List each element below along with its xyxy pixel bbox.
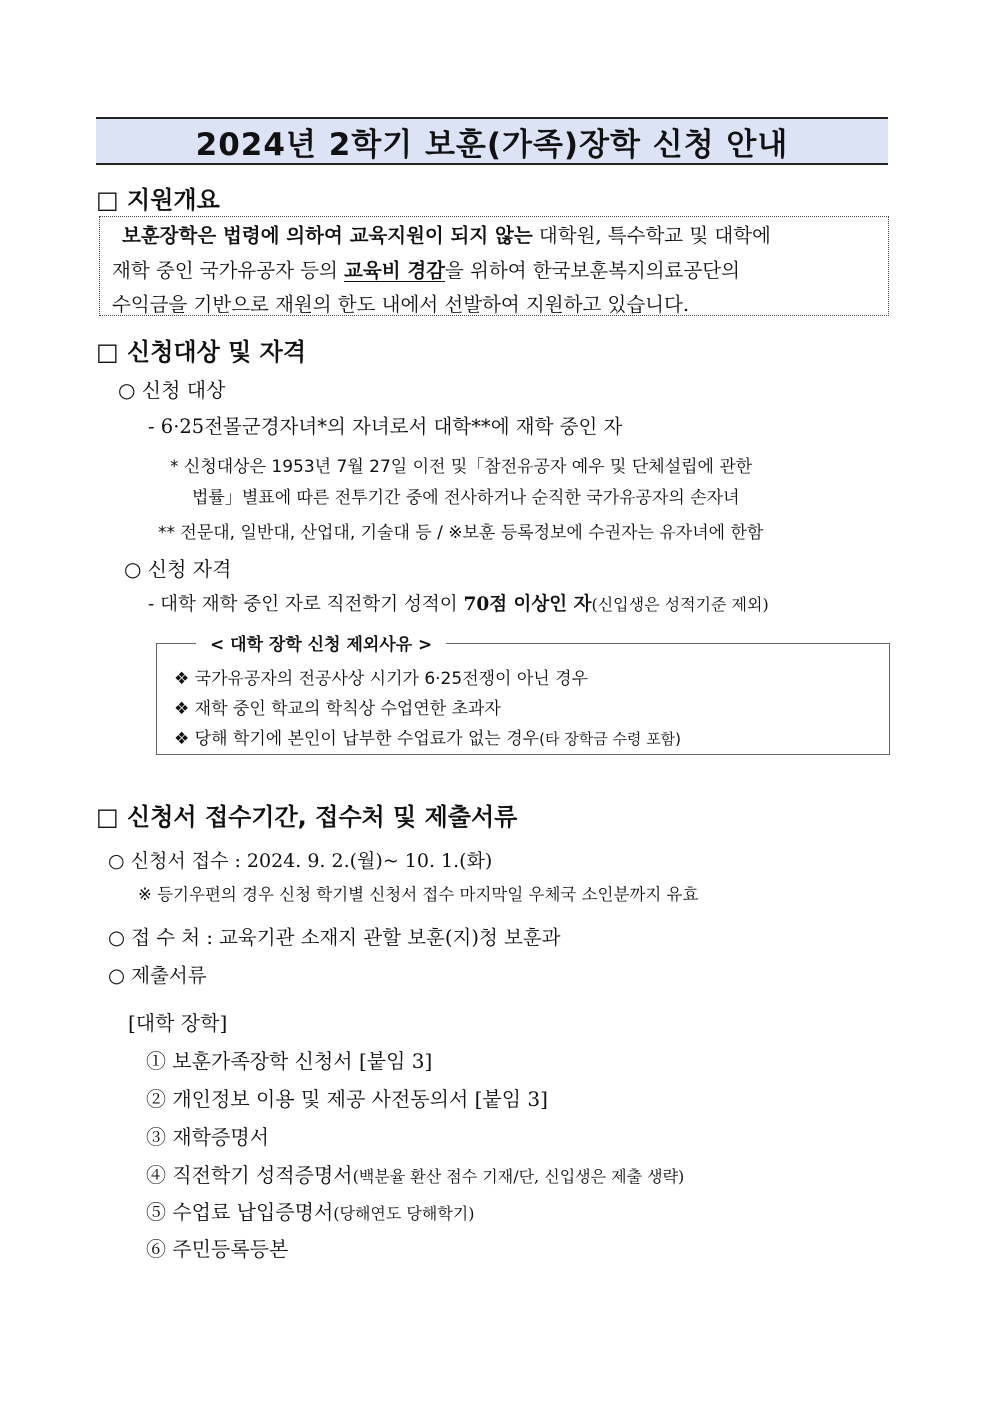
page-title-banner [96, 117, 888, 165]
section-heading-eligibility: □ 신청대상 및 자격 [96, 338, 307, 366]
document-item-4-note: (백분율 환산 점수 기재/단, 신입생은 제출 생략) [352, 1167, 685, 1186]
exclusion-item-3-text: ❖ 당해 학기에 본인이 납부한 수업료가 없는 경우 [174, 729, 540, 749]
section-heading-application: □ 신청서 접수기간, 접수처 및 제출서류 [96, 803, 518, 831]
overview-line-2-pre: 재학 중인 국가유공자 등의 [112, 259, 345, 282]
document-item-5-main: ⑤ 수업료 납입증명서 [146, 1200, 334, 1224]
documents-label: ○ 제출서류 [108, 964, 207, 987]
exclusion-title: < 대학 장학 신청 제외사유 > [196, 630, 446, 655]
qualification-note: (신입생은 성적기준 제외) [591, 595, 769, 614]
overview-bold: 보훈장학은 법령에 의하여 교육지원이 되지 않는 [122, 224, 533, 247]
qualification-item [148, 590, 769, 616]
qualification-label: ○ 신청 자격 [124, 557, 232, 581]
overview-line-1-rest: 대학원, 특수학교 및 대학에 [532, 224, 771, 247]
section-heading-overview: □ 지원개요 [96, 186, 220, 214]
document-item-3: ③ 재학증명서 [146, 1125, 269, 1149]
application-office: ○ 접 수 처 : 교육기관 소재지 관할 보훈(지)청 보훈과 [108, 926, 561, 949]
qualification-pre: - 대학 재학 중인 자로 직전학기 성적이 [148, 594, 464, 615]
target-label: ○ 신청 대상 [118, 378, 226, 402]
exclusion-item-1: ❖ 국가유공자의 전공사상 시기가 6·25전쟁이 아닌 경우 [174, 669, 588, 689]
document-item-4 [146, 1159, 684, 1188]
document-item-1: ① 보훈가족장학 신청서 [붙임 3] [146, 1049, 433, 1073]
document-item-6: ⑥ 주민등록등본 [146, 1237, 289, 1261]
target-item: - 6·25전몰군경자녀*의 자녀로서 대학**에 재학 중인 자 [148, 415, 623, 438]
university-scholarship-label: [대학 장학] [128, 1011, 228, 1035]
overview-emphasis: 교육비 경감 [344, 259, 445, 282]
target-note-2: ** 전문대, 일반대, 산업대, 기술대 등 / ※보훈 등록정보에 수권자는 유자녀에 한함 [158, 523, 764, 543]
overview-line-2-rest: 을 위하여 한국보훈복지의료공단의 [445, 259, 740, 282]
document-item-5-note: (당해연도 당해학기) [333, 1204, 475, 1223]
target-note-1-line-2: 법률」별표에 따른 전투기간 중에 전사하거나 순직한 국가유공자의 손자녀 [192, 488, 740, 508]
exclusion-item-3-note: (타 장학금 수령 포함) [539, 730, 682, 748]
document-item-5 [146, 1196, 475, 1225]
qualification-bold: 70점 이상인 자 [463, 594, 592, 615]
overview-line-1 [122, 220, 771, 248]
target-note-1-line-1: * 신청대상은 1953년 7월 27일 이전 및「참전유공자 예우 및 단체설립에 관한 [170, 457, 753, 477]
document-item-2: ② 개인정보 이용 및 제공 사전동의서 [붙임 3] [146, 1087, 548, 1111]
page-title: 2024년 2학기 보훈(가족)장학 신청 안내 [195, 126, 789, 163]
document-item-4-main: ④ 직전학기 성적증명서 [146, 1163, 353, 1187]
application-period: ○ 신청서 접수 : 2024. 9. 2.(월)~ 10. 1.(화) [108, 850, 493, 872]
overview-line-2 [112, 255, 740, 283]
exclusion-item-2: ❖ 재학 중인 학교의 학칙상 수업연한 초과자 [174, 699, 501, 719]
exclusion-item-3 [174, 724, 681, 749]
application-period-note: ※ 등기우편의 경우 신청 학기별 신청서 접수 마지막일 우체국 소인분까지 유효 [138, 885, 699, 904]
overview-line-3: 수익금을 기반으로 재원의 한도 내에서 선발하여 지원하고 있습니다. [112, 293, 690, 316]
